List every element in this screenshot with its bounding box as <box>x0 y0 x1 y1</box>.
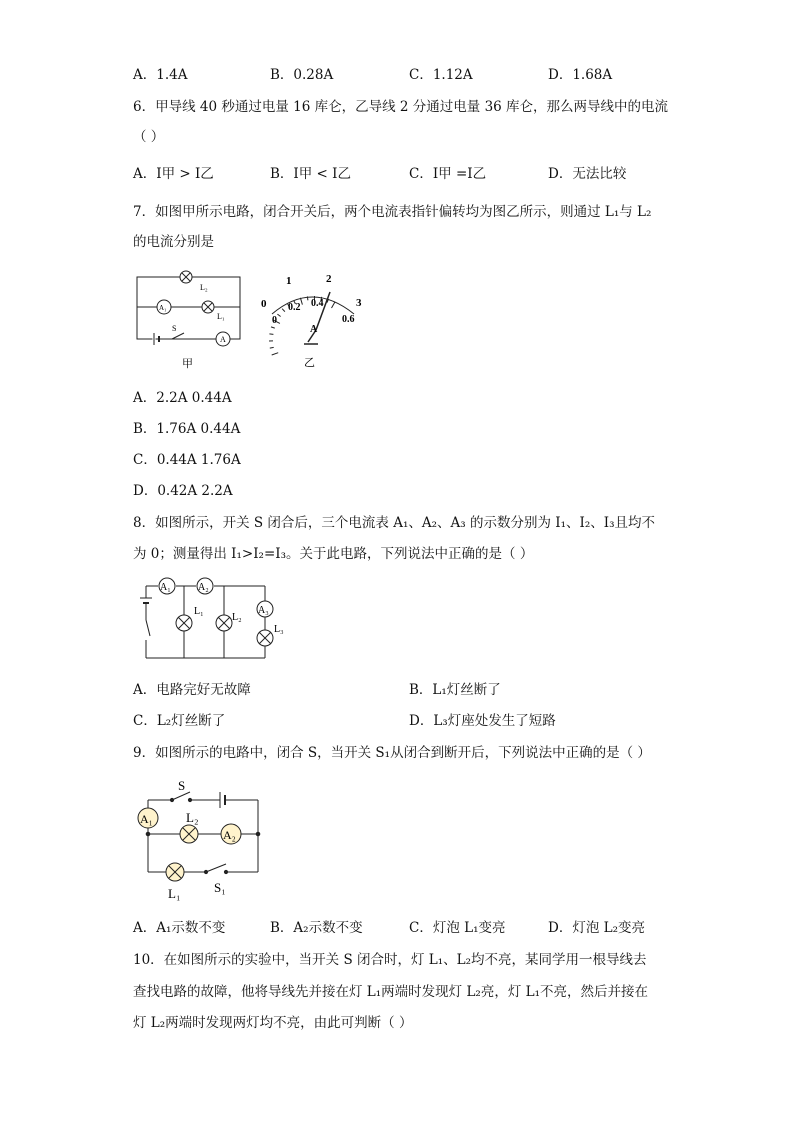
q8-option-c: C．L₂灯丝断了 <box>133 713 226 729</box>
meter-top-1: 1 <box>286 275 292 287</box>
q8-label-l3: L₃ <box>274 624 284 635</box>
q7-label-l1: L₁ <box>217 312 225 321</box>
q5-option-d: D．1.68A <box>548 67 613 83</box>
q6-option-c: C．I甲 =I乙 <box>409 166 487 182</box>
meter-bottom-06: 0.6 <box>342 314 355 325</box>
q7-circuit-diagram-a <box>128 264 248 374</box>
meter-bottom-04: 0.4 <box>311 298 324 309</box>
q9-circuit-diagram <box>128 772 268 904</box>
q9-label-l1: L₁ <box>168 886 181 901</box>
meter-top-3: 3 <box>356 297 362 309</box>
q9-label-a1: A₁ <box>140 812 153 826</box>
q7-option-d: D．0.42A 2.2A <box>133 483 233 499</box>
q7-ammeter-dial <box>252 268 370 374</box>
q5-option-b: B．0.28A <box>270 67 334 83</box>
meter-unit: A <box>310 324 318 335</box>
q9-label-s1: S₁ <box>214 880 226 895</box>
meter-tick <box>269 334 273 335</box>
q8-label-a3: A₃ <box>258 605 269 616</box>
q7-label-s: S <box>172 324 177 333</box>
q8-option-d: D．L₃灯座处发生了短路 <box>409 713 556 729</box>
meter-tick <box>271 327 275 328</box>
q6-option-a: A．I甲 > I乙 <box>133 166 214 182</box>
q9-stem-line1: 9．如图所示的电路中，闭合 S，当开关 S₁从闭合到断开后，下列说法中正确的是（ ） <box>133 745 651 761</box>
q7-caption-yi: 乙 <box>304 357 315 369</box>
q8-label-a1: A₁ <box>160 582 171 593</box>
q10-stem-line1: 10．在如图所示的实验中，当开关 S 闭合时，灯 L₁、L₂均不亮，某同学用一根导线去 <box>133 952 647 968</box>
q9-label-l2: L₂ <box>186 810 199 825</box>
meter-tick <box>307 296 308 300</box>
meter-bottom-02: 0.2 <box>288 302 301 313</box>
meter-top-2: 2 <box>326 273 332 285</box>
q7-option-a: A．2.2A 0.44A <box>133 390 232 406</box>
q5-option-c: C．1.12A <box>409 67 473 83</box>
meter-tick <box>272 353 279 355</box>
q7-caption-jia: 甲 <box>182 358 193 370</box>
q7-stem-line2: 的电流分别是 <box>133 234 214 250</box>
q7-stem-line1: 7．如图甲所示电路，闭合开关后，两个电流表指针偏转均为图乙所示，则通过 L₁与 L₂ <box>133 204 652 220</box>
q8-option-b: B．L₁灯丝断了 <box>409 682 501 698</box>
q9-option-c: C．灯泡 L₁变亮 <box>409 920 506 936</box>
q7-label-a: A <box>220 335 226 344</box>
q8-option-a: A．电路完好无故障 <box>133 682 251 698</box>
q10-stem-line2: 查找电路的故障，他将导线先并接在灯 L₁两端时发现灯 L₂亮，灯 L₁不亮，然后并接在 <box>133 984 649 1000</box>
meter-tick <box>300 298 302 305</box>
q10-stem-line3: 灯 L₂两端时发现两灯均不亮，由此可判断（ ） <box>133 1015 413 1031</box>
q8-circuit-diagram <box>128 574 288 666</box>
q8-label-l2: L₂ <box>232 612 242 623</box>
q8-stem-line1: 8．如图所示，开关 S 闭合后，三个电流表 A₁、A₂、A₃ 的示数分别为 I₁、I₂、I₃且均不 <box>133 515 656 531</box>
meter-top-zero: 0 <box>261 298 267 310</box>
q8-label-l1: L₁ <box>194 606 204 617</box>
q9-option-d: D．灯泡 L₂变亮 <box>548 920 645 936</box>
q9-option-b: B．A₂示数不变 <box>270 920 363 936</box>
meter-bottom-zero: 0 <box>272 315 277 326</box>
q5-option-a: A．1.4A <box>133 67 188 83</box>
q7-option-b: B．1.76A 0.44A <box>133 421 241 437</box>
q9-label-s: S <box>178 778 186 793</box>
q9-label-a2: A₂ <box>223 828 236 842</box>
q7-option-c: C．0.44A 1.76A <box>133 452 241 468</box>
meter-tick <box>270 347 274 348</box>
q7-label-a1: A₁ <box>159 304 167 312</box>
q9-option-a: A．A₁示数不变 <box>133 920 226 936</box>
meter-tick <box>282 309 285 312</box>
meter-tick <box>332 302 336 308</box>
q8-label-a2: A₂ <box>198 582 209 593</box>
meter-tick <box>277 314 280 316</box>
q6-option-b: B．I甲 < I乙 <box>270 166 351 182</box>
q6-option-d: D．无法比较 <box>548 166 627 182</box>
q6-stem-line2: （ ） <box>133 129 165 145</box>
q8-stem-line2: 为 0；测量得出 I₁>I₂=I₃。关于此电路，下列说法中正确的是（ ） <box>133 546 534 562</box>
q6-stem-line1: 6．甲导线 40 秒通过电量 16 库仑，乙导线 2 分通过电量 36 库仑，那么两导线中的电流 <box>133 99 669 115</box>
q7-label-l2: L₂ <box>200 283 208 292</box>
